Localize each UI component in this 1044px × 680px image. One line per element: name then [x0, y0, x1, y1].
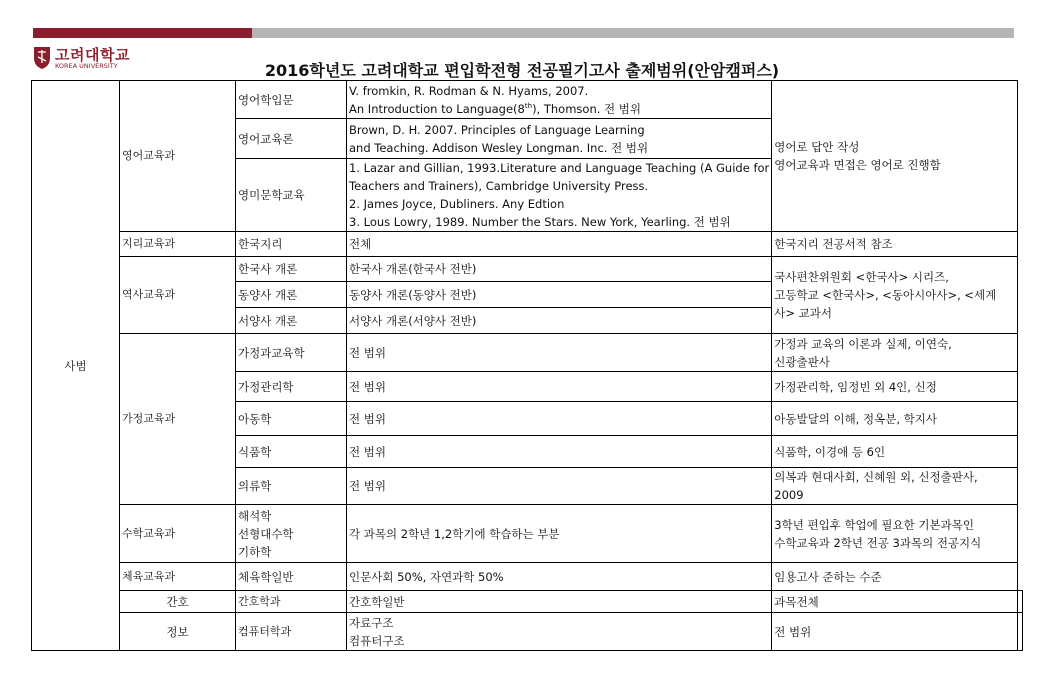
subject-line: 선형대수학: [238, 526, 294, 541]
subject-cell: 영어학입문: [236, 81, 347, 119]
subject-cell: 가정관리학: [236, 372, 347, 402]
subject-cell: 동양사 개론: [236, 282, 347, 308]
exam-scope-table: [31, 80, 1023, 651]
range-cell: 전 범위: [347, 402, 772, 436]
range-line: Brown, D. H. 2007. Principles of Language Learning: [349, 122, 645, 137]
subject-cell: 영어교육론: [236, 119, 347, 159]
range-cell: 전 범위: [347, 468, 772, 505]
range-line: 1. Lazar and Gillian, 1993.Literature and Language Teaching (A Guide for: [349, 161, 770, 175]
subject-cell: 가정과교육학: [236, 334, 347, 372]
note-line: 3학년 편입후 학업에 필요한 기본과목인: [774, 517, 974, 532]
dept-cell: 영어교육과: [120, 81, 236, 232]
header-rule-bar: [252, 28, 1014, 38]
dept-cell: 컴퓨터학과: [236, 613, 347, 651]
note-line: 수학교육과 2학년 전공 3과목의 전공지식: [774, 535, 982, 550]
subject-line: 자료구조: [349, 615, 394, 630]
subject-cell: [347, 613, 772, 651]
subject-cell: [236, 505, 347, 563]
note-cell: [772, 505, 1018, 563]
subject-cell: 간호학일반: [347, 591, 772, 613]
note-cell: [1018, 591, 1023, 613]
note-line: 영어교육과 면접은 영어로 진행함: [774, 158, 941, 172]
note-cell: 한국지리 전공서적 참조: [772, 232, 1018, 257]
table-row: [32, 81, 1023, 119]
table-row: [32, 591, 1023, 613]
subject-cell: 서양사 개론: [236, 308, 347, 334]
note-cell: [772, 257, 1018, 334]
table-row: [32, 257, 1023, 282]
subject-cell: 아동학: [236, 402, 347, 436]
range-cell: 인문사회 50%, 자연과학 50%: [347, 563, 772, 591]
range-text: An Introduction to Language(8: [349, 101, 525, 116]
table-row: [32, 613, 1023, 651]
subject-line: 기하학: [238, 544, 272, 559]
range-cell: 한국사 개론(한국사 전반): [347, 257, 772, 282]
range-cell: [347, 159, 772, 232]
subject-cell: 한국지리: [236, 232, 347, 257]
note-cell: [772, 334, 1018, 372]
subject-cell: 영미문학교육: [236, 159, 347, 232]
subject-cell: 식품학: [236, 436, 347, 468]
range-line: Teachers and Trainers), Cambridge University Press.: [349, 179, 649, 193]
range-cell: 전체: [347, 232, 772, 257]
range-cell: 전 범위: [347, 372, 772, 402]
subject-line: 컴퓨터구조: [349, 633, 405, 648]
note-line: 영어로 답안 작성: [774, 140, 860, 154]
note-line: 2009: [774, 488, 804, 502]
subject-cell: 의류학: [236, 468, 347, 505]
note-cell: [1018, 613, 1023, 651]
table-row: [32, 334, 1023, 372]
note-cell: 식품학, 이경애 등 6인: [772, 436, 1018, 468]
college-cell: 사범: [32, 81, 120, 651]
table-row: [32, 505, 1023, 563]
table-row: [32, 563, 1023, 591]
dept-cell: 지리교육과: [120, 232, 236, 257]
note-line: 가정과 교육의 이론과 실제, 이연숙,: [774, 336, 952, 351]
note-cell: 아동발달의 이해, 정옥분, 학지사: [772, 402, 1018, 436]
note-line: 고등학교 <한국사>, <동아시아사>, <세계: [774, 288, 997, 302]
dept-cell: 역사교육과: [120, 257, 236, 334]
range-cell: 전 범위: [347, 334, 772, 372]
range-cell: 동양사 개론(동양사 전반): [347, 282, 772, 308]
range-cell: 전 범위: [347, 436, 772, 468]
range-cell: [347, 119, 772, 159]
range-cell: [347, 81, 772, 119]
dept-cell: 가정교육과: [120, 334, 236, 505]
table-row: [32, 232, 1023, 257]
dept-cell: 간호학과: [236, 591, 347, 613]
superscript: th: [524, 101, 533, 110]
note-line: 사> 교과서: [774, 306, 832, 320]
logo-english-text: KOREA UNIVERSITY: [55, 62, 118, 70]
note-cell: 가정관리학, 임정빈 외 4인, 신정: [772, 372, 1018, 402]
range-text: ), Thomson. 전 범위: [532, 101, 642, 116]
range-line: and Teaching. Addison Wesley Longman. Inc. 전 범위: [349, 140, 649, 155]
dept-cell: 체육교육과: [120, 563, 236, 591]
college-cell: 정보: [120, 613, 236, 651]
subject-cell: 한국사 개론: [236, 257, 347, 282]
logo-korean-text: 고려대학교: [55, 46, 130, 64]
page-title: 2016학년도 고려대학교 편입학전형 전공필기고사 출제범위(안암캠퍼스): [264, 61, 780, 80]
header-accent-bar: [33, 28, 252, 38]
range-line: [349, 100, 769, 118]
range-cell: 서양사 개론(서양사 전반): [347, 308, 772, 334]
range-cell: 과목전체: [772, 591, 1018, 613]
note-cell: [772, 81, 1018, 232]
range-line: 3. Lous Lowry, 1989. Number the Stars. New York, Yearling. 전 범위: [349, 215, 731, 229]
subject-line: 해석학: [238, 508, 272, 523]
college-cell: 간호: [120, 591, 236, 613]
range-cell: 전 범위: [772, 613, 1018, 651]
range-cell: 각 과목의 2학년 1,2학기에 학습하는 부분: [347, 505, 772, 563]
note-line: 국사편찬위원회 <한국사> 시리즈,: [774, 270, 949, 284]
note-line: 의복과 현대사회, 신혜원 외, 신정출판사,: [774, 470, 978, 484]
subject-cell: 체육학일반: [236, 563, 347, 591]
dept-cell: 수학교육과: [120, 505, 236, 563]
note-cell: [772, 468, 1018, 505]
note-cell: 임용고사 준하는 수준: [772, 563, 1018, 591]
range-line: 2. James Joyce, Dubliners. Any Edtion: [349, 197, 565, 211]
range-line: V. fromkin, R. Rodman & N. Hyams, 2007.: [349, 83, 589, 98]
note-line: 신광출판사: [774, 354, 830, 369]
